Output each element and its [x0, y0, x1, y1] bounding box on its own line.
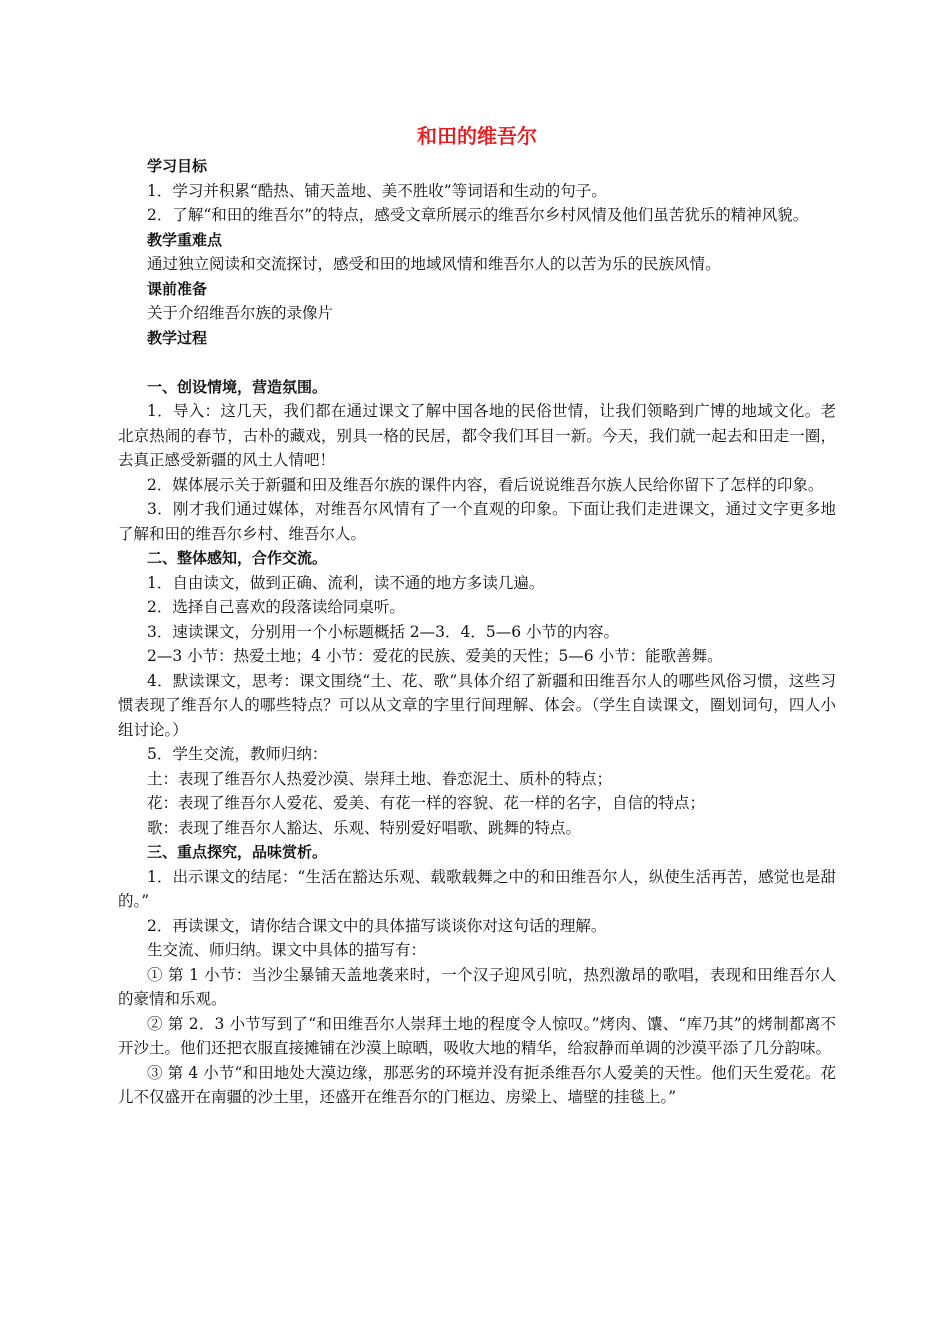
objective-item: 1．学习并积累“酷热、铺天盖地、美不胜收”等词语和生动的句子。 — [147, 181, 607, 200]
paragraph: 2．再读课文，请你结合课文中的具体描写谈谈你对这句话的理解。 — [147, 916, 607, 935]
section-heading: 二、整体感知，合作交流。 — [147, 549, 328, 567]
preparation-text: 关于介绍维吾尔族的录像片 — [147, 304, 334, 322]
preparation-heading: 课前准备 — [147, 279, 208, 298]
paragraph: ① 第 1 小节：当沙尘暴铺天盖地袭来时，一个汉子迎风引吭，热烈激昂的歌唱，表现和田维吾尔人的豪情和乐观。 — [118, 965, 836, 1008]
paragraph: 2．选择自己喜欢的段落读给同桌听。 — [147, 598, 405, 616]
paragraph: 1．导入：这几天，我们都在通过课文了解中国各地的民俗世情，让我们领略到广博的地域文化。老北京热闹的春节，古朴的藏戏，别具一格的民居，都令我们耳目一新。今天，我们就一起去和田走一圈，去真正感受新疆的风土人情吧！ — [118, 402, 836, 469]
section-heading: 一、创设情境，营造氛围。 — [147, 377, 328, 396]
paragraph: 3．刚才我们通过媒体，对维吾尔风情有了一个直观的印象。下面让我们走进课文，通过文字更多地了解和田的维吾尔乡村、维吾尔人。 — [118, 500, 836, 543]
objective-item: 2．了解“和田的维吾尔”的特点，感受文章所展示的维吾尔乡村风情及他们虽苦犹乐的精神风貌。 — [147, 206, 809, 224]
paragraph: 花：表现了维吾尔人爱花、爱美、有花一样的容貌、花一样的名字，自信的特点； — [147, 794, 706, 812]
objectives-heading: 学习目标 — [147, 157, 208, 175]
process-heading: 教学过程 — [147, 328, 208, 347]
paragraph: ③ 第 4 小节“和田地处大漠边缘，那恶劣的环境并没有扼杀维吾尔人爱美的天性。他们天生爱花。花儿不仅盛开在南疆的沙土里，还盛开在维吾尔的门框边、房梁上、墙壁的挂毯上。” — [118, 1063, 836, 1106]
paragraph: 土：表现了维吾尔人热爱沙漠、崇拜土地、眷恋泥土、质朴的特点； — [147, 769, 613, 788]
paragraph: ② 第 2．3 小节写到了“和田维吾尔人崇拜土地的程度令人惊叹。”烤肉、馕、“库乃其”的烤制都离不开沙土。他们还把衣服直接摊铺在沙漠上晾晒，吸收大地的精华，给寂静而单调的沙漠平添了几分韵味。 — [118, 1014, 836, 1057]
paragraph: 生交流、师归纳。课文中具体的描写有： — [147, 941, 427, 959]
paragraph: 1．出示课文的结尾：“生活在豁达乐观、载歌载舞之中的和田维吾尔人，纵使生活再苦，感觉也是甜的。” — [118, 867, 836, 910]
paragraph: 3．速读课文，分别用一个小标题概括 2—3．4．5—6 小节的内容。 — [147, 622, 620, 641]
page-title: 和田的维吾尔 — [417, 124, 537, 148]
paragraph: 1．自由读文，做到正确、流利，读不通的地方多读几遍。 — [147, 573, 545, 592]
paragraph: 5．学生交流，教师归纳： — [147, 745, 328, 763]
document-page — [118, 118, 836, 1110]
paragraph: 4．默读课文，思考：课文围绕“土、花、歌”具体介绍了新疆和田维吾尔人的哪些风俗习惯，这些习惯表现了维吾尔人的哪些特点？可以从文章的字里行间理解、体会。（学生自读课文，圈划词句，四人小组讨论。） — [118, 671, 836, 739]
paragraph: 2．媒体展示关于新疆和田及维吾尔族的课件内容，看后说说维吾尔族人民给你留下了怎样的印象。 — [147, 475, 824, 494]
blank-line — [118, 350, 836, 375]
key-points-text: 通过独立阅读和交流探讨，感受和田的地域风情和维吾尔人的以苦为乐的民族风情。 — [147, 255, 721, 273]
key-points-heading: 教学重难点 — [147, 230, 223, 249]
paragraph: 歌：表现了维吾尔人豁达、乐观、特别爱好唱歌、跳舞的特点。 — [147, 818, 582, 837]
paragraph: 2—3 小节：热爱土地；4 小节：爱花的民族、爱美的天性；5—6 小节：能歌善舞。 — [147, 647, 723, 665]
section-heading: 三、重点探究，品味赏析。 — [147, 843, 328, 861]
